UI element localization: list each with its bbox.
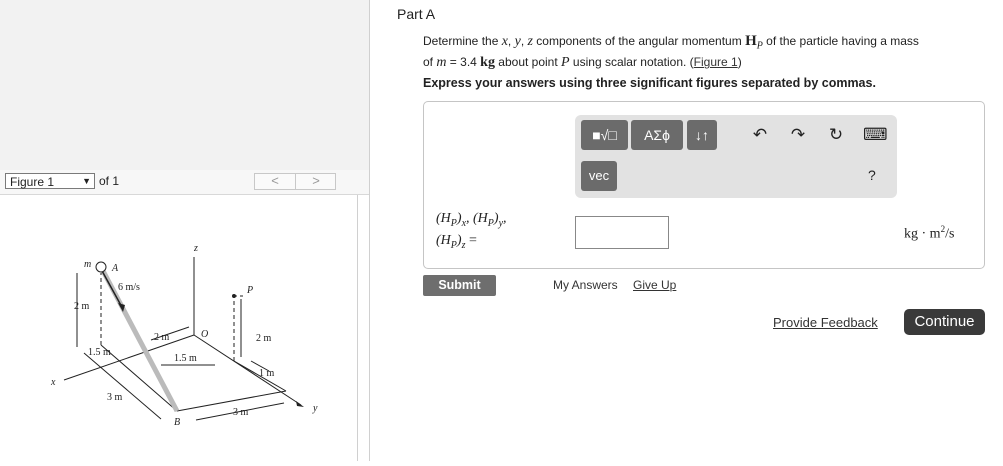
- question-fragment: using scalar notation. (: [569, 55, 694, 70]
- submit-button[interactable]: Submit: [423, 275, 496, 296]
- units-fragment: 2: [940, 224, 946, 234]
- label-fragment: ,: [503, 211, 507, 226]
- give-up-link[interactable]: Give Up: [633, 278, 677, 292]
- figure-panel: [0, 0, 370, 461]
- question-fragment: of: [423, 55, 437, 70]
- answer-box: [423, 101, 985, 269]
- templates-button[interactable]: ■√□: [581, 120, 628, 150]
- undo-icon[interactable]: ↶: [752, 125, 768, 144]
- figure-1-diagram: [1, 195, 357, 461]
- label-3m-right: 3 m: [233, 407, 249, 418]
- question-fragment: Determine the: [423, 34, 502, 48]
- figure-link[interactable]: Figure 1: [693, 55, 738, 70]
- label-2m-left: 2 m: [74, 301, 90, 312]
- label-1m: 1 m: [259, 368, 275, 379]
- label-fragment: P: [450, 239, 457, 251]
- label-y: y: [313, 403, 318, 414]
- answer-units: [904, 224, 954, 243]
- continue-button[interactable]: Continue: [904, 309, 985, 335]
- particle-A: [96, 262, 106, 272]
- figure-navigation-bar: [0, 170, 369, 195]
- math-toolbar: [575, 115, 897, 198]
- figure-pager: [254, 173, 336, 190]
- label-fragment: ): [456, 211, 462, 226]
- help-icon[interactable]: ?: [868, 167, 876, 183]
- instruction-text: Express your answers using three significant figures separated by commas.: [423, 76, 876, 90]
- chevron-down-icon: ▼: [82, 176, 91, 186]
- figure-select-value: Figure 1: [10, 175, 55, 189]
- label-m: m: [84, 259, 92, 270]
- redo-icon[interactable]: ↷: [790, 125, 806, 144]
- ground-edge-front: [177, 391, 286, 411]
- units-fragment: kg · m: [904, 226, 941, 242]
- label-P: P: [247, 285, 254, 296]
- label-1.5m-mid: 1.5 m: [174, 353, 197, 364]
- label-fragment: (H: [436, 211, 451, 226]
- label-fragment: z: [461, 239, 466, 251]
- previous-figure-button[interactable]: <: [255, 174, 296, 189]
- units-fragment: /s: [945, 226, 955, 242]
- label-fragment: x: [461, 217, 467, 229]
- y-axis-arrowhead: [296, 401, 304, 407]
- label-2m-mid: 2 m: [154, 332, 170, 343]
- provide-feedback-link[interactable]: Provide Feedback: [773, 315, 878, 330]
- label-fragment: ): [456, 232, 462, 248]
- arrows-button[interactable]: ↓↑: [687, 120, 717, 150]
- question-fragment: = 3.4: [446, 55, 481, 70]
- question-fragment: about point: [494, 55, 562, 70]
- label-fragment: P: [487, 217, 494, 229]
- question-text: Determine the x, y, z components of the angular momentum $H_P$ of the particle having a mass of m = 3.4 kg about point P using scalar notation. (Figure 1): [423, 33, 919, 71]
- label-fragment: (H: [436, 232, 451, 248]
- label-fragment: P: [450, 217, 457, 229]
- answer-input[interactable]: [575, 216, 669, 249]
- question-fragment: ): [737, 55, 742, 70]
- label-1.5m-left: 1.5 m: [88, 347, 111, 358]
- label-fragment: ): [493, 211, 499, 226]
- label-x: x: [51, 377, 56, 388]
- part-title: Part A: [397, 6, 436, 22]
- vec-button[interactable]: vec: [581, 161, 617, 191]
- unit-kg: kg: [480, 55, 495, 71]
- var-P: P: [561, 55, 570, 71]
- var-H-subscript: P: [756, 40, 763, 52]
- label-fragment: y: [498, 217, 504, 229]
- var-m: m: [436, 55, 447, 71]
- answer-label: [436, 210, 507, 254]
- figure-count: of 1: [99, 174, 120, 188]
- next-figure-button[interactable]: >: [312, 173, 320, 188]
- reset-icon[interactable]: ↻: [828, 125, 844, 144]
- label-B: B: [174, 417, 181, 428]
- greek-symbols-button[interactable]: ΑΣϕ: [631, 120, 683, 150]
- my-answers-link[interactable]: My Answers: [553, 278, 618, 292]
- figure-canvas: [1, 195, 358, 461]
- question-fragment: of the particle having a mass: [762, 34, 919, 48]
- label-2m-right: 2 m: [256, 333, 272, 344]
- label-A: A: [112, 263, 119, 274]
- label-O: O: [201, 329, 209, 340]
- figure-panel-header: [0, 0, 369, 170]
- label-fragment: , (H: [466, 211, 488, 226]
- point-P: [232, 294, 236, 298]
- figure-select[interactable]: [5, 173, 95, 189]
- label-fragment: =: [465, 232, 477, 248]
- var-H: H: [745, 33, 757, 49]
- label-speed: 6 m/s: [118, 282, 140, 293]
- var-z: z: [527, 34, 533, 49]
- var-y: y: [514, 34, 521, 49]
- y-axis-line: [194, 335, 301, 405]
- keyboard-icon[interactable]: ⌨: [863, 125, 888, 144]
- label-3m-left: 3 m: [107, 392, 123, 403]
- label-z: z: [194, 243, 198, 254]
- question-fragment: components of the angular momentum: [532, 34, 746, 48]
- var-x: x: [501, 34, 508, 49]
